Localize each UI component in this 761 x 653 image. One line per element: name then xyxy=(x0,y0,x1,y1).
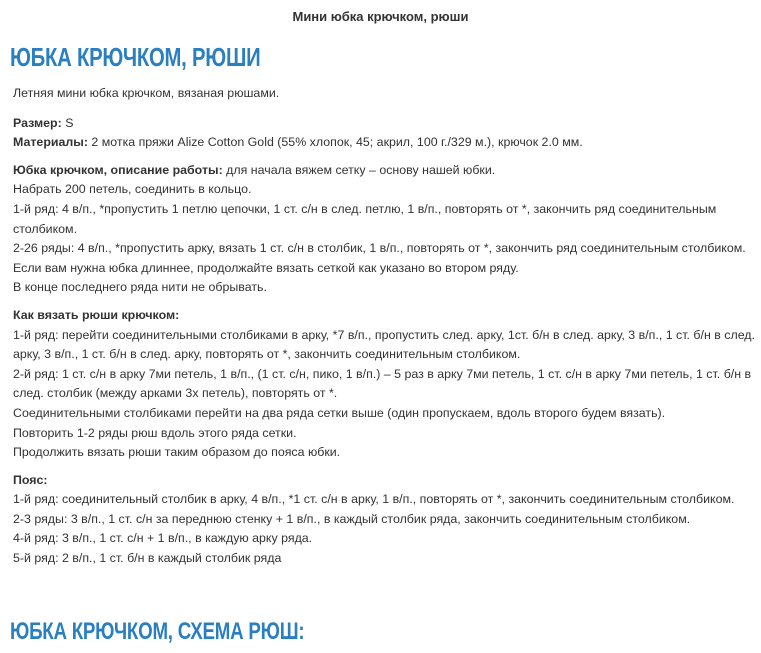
page-title: Мини юбка крючком, рюши xyxy=(292,9,469,24)
description-row: Набрать 200 петель, соединить в кольцо. xyxy=(13,182,252,197)
belt-row: 5-й ряд: 2 в/п., 1 ст. б/н в каждый столбик ряда xyxy=(13,551,282,566)
ruffles-row: 1-й ряд: перейти соединительными столбиками в арку, *7 в/п., пропустить след. арку, 1ст. б/н в след. арку, 3 в/п., 1 ст. б/н в след. арку, 3 в/п., 1 ст. б/н в след. арку, повторять от *, закончить соединительным столбиком. xyxy=(13,327,755,362)
size-label: Размер: xyxy=(13,115,62,130)
ruffles-row: Повторить 1-2 ряды рюш вдоль этого ряда сетки. xyxy=(13,425,297,440)
belt-label: Пояс: xyxy=(13,472,48,487)
belt-row: 1-й ряд: соединительный столбик в арку, 4 в/п., *1 ст. с/н в арку, 1 в/п., повторять от *, закончить соединительным столбиком. xyxy=(13,492,735,507)
description-row: 2-26 ряды: 4 в/п., *пропустить арку, вязать 1 ст. с/н в столбик, 1 в/п., повторять от *, закончить ряд соединительным столбиком. xyxy=(13,241,746,256)
description-row: В конце последнего ряда нити не обрывать. xyxy=(13,280,267,295)
intro-text: Летняя мини юбка крючком, вязаная рюшами. xyxy=(13,86,280,100)
materials-value: 2 мотка пряжи Alize Cotton Gold (55% хлопок, 45; акрил, 100 г./329 м.), крючок 2.0 мм. xyxy=(87,135,583,150)
description-line xyxy=(13,161,757,181)
ruffles-row: Продолжить вязать рюши таким образом до пояса юбки. xyxy=(13,445,341,460)
belt-row: 4-й ряд: 3 в/п., 1 ст. с/н + 1 в/п., в каждую арку ряда. xyxy=(13,531,313,546)
belt-row: 2-3 ряды: 3 в/п., 1 ст. с/н за переднюю стенку + 1 в/п., в каждый столбик ряда, закончить соединительным столбиком. xyxy=(13,511,691,526)
description-value: для начала вяжем сетку – основу нашей юбки. xyxy=(222,162,496,177)
ruffles-row: 2-й ряд: 1 ст. с/н в арку 7ми петель, 1 в/п., (1 ст. с/н, пико, 1 в/п.) – 5 раз в арку 7ми петель, 1 ст. с/н в арку 7ми петель, 1 ст. б/н в след. столбик (между арками 3х петель), повторять от *. xyxy=(13,366,752,401)
article-heading: ЮБКА КРЮЧКОМ, РЮШИ xyxy=(10,42,261,72)
ruffles-row: Соединительными столбиками перейти на два ряда сетки выше (один пропускаем, вдоль второго будем вязать). xyxy=(13,405,666,420)
size-line xyxy=(13,114,757,134)
description-row: Если вам нужна юбка длиннее, продолжайте вязать сеткой как указано во втором ряду. xyxy=(13,260,519,275)
ruffles-label: Как вязать рюши крючком: xyxy=(13,307,180,322)
size-value: S xyxy=(61,115,74,130)
materials-label: Материалы: xyxy=(13,135,88,150)
scheme-heading: ЮБКА КРЮЧКОМ, СХЕМА РЮШ: xyxy=(10,618,305,645)
materials-line xyxy=(13,133,757,153)
description-label: Юбка крючком, описание работы: xyxy=(13,162,223,177)
description-row: 1-й ряд: 4 в/п., *пропустить 1 петлю цепочки, 1 ст. с/н в след. петлю, 1 в/п., повторять от *, закончить ряд соединительным столбиком. xyxy=(13,201,717,236)
article-body xyxy=(13,84,757,569)
